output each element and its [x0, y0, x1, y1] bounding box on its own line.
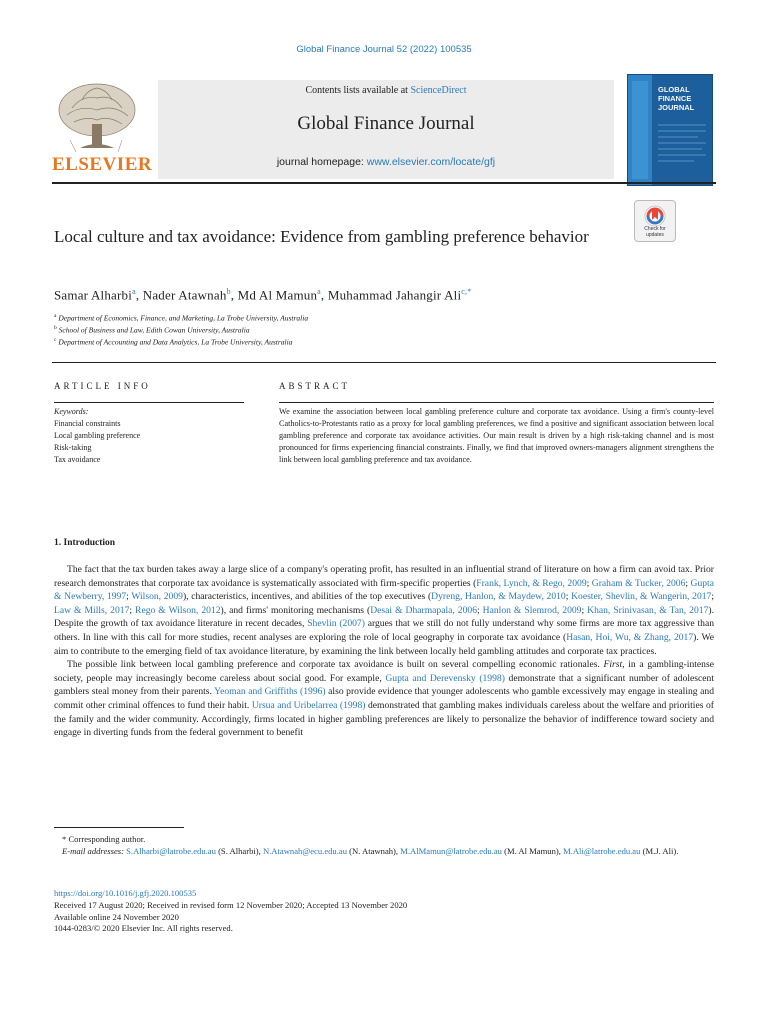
- check-for-updates-label: Check for updates: [644, 226, 666, 238]
- received-dates: Received 17 August 2020; Received in revised form 12 November 2020; Accepted 13 November 2020: [54, 899, 408, 910]
- cover-title: GLOBAL FINANCE JOURNAL: [658, 85, 695, 112]
- journal-homepage-line: journal homepage: www.elsevier.com/locate/gfj: [276, 156, 496, 168]
- keyword-item: Tax avoidance: [54, 455, 101, 464]
- citation-link[interactable]: Gupta and Derevensky (1998): [385, 672, 505, 684]
- author-name[interactable]: Md Al Mamun: [237, 287, 318, 303]
- journal-cover-image[interactable]: [627, 74, 713, 186]
- email-link[interactable]: N.Atawnah@ecu.edu.au: [262, 846, 347, 857]
- citation-link[interactable]: Rego & Wilson, 2012: [135, 604, 221, 616]
- citation-link[interactable]: Hasan, Hoi, Wu, & Zhang, 2017: [566, 631, 694, 643]
- email-link[interactable]: M.Ali@latrobe.edu.au: [563, 846, 641, 857]
- citation-link[interactable]: Koester, Shevlin, & Wangerin, 2017: [571, 591, 712, 603]
- journal-title: Global Finance Journal: [297, 113, 475, 134]
- footnotes: [54, 833, 714, 857]
- citation-link[interactable]: Graham & Tucker, 2006: [591, 577, 686, 589]
- author-list: Samar Alharbi$^a$, Nader Atawnah$^b$, Md Al Mamun$^a$, Muhammad Jahangir Ali$^{c,*}$: [54, 287, 472, 303]
- masthead-rule: [52, 182, 716, 184]
- citation-link[interactable]: Hanlon & Slemrod, 2009: [482, 604, 582, 616]
- intro-paragraph-2: The possible link between local gambling preference and corporate tax avoidance is built on several compelling economic rationales. First, in a gambling-intense society, people may increasingly become careless about social good. For example, Gupta and Derevensky (1998) demonstrate that a significant number of adolescent gamblers steal money from their parents. Yeoman and Griffiths (1996) also provide evidence that younger adolescents who gamble excessively may engage in stealing and commit other criminal offences to fund their habit. Ursua and Uribelarrea (1998) demonstrated that gambling makes individuals careless about the welfare and priorities of the family and the wider community. Accordingly, firms located in higher gambling preferences are likely to personalize the behavior of indifference toward society and engage in diverting funds from the federal government to benefit: [54, 659, 715, 739]
- author-name[interactable]: Nader Atawnah: [142, 287, 227, 303]
- citation-link[interactable]: Law & Mills, 2017: [54, 604, 130, 616]
- available-online-date: Available online 24 November 2020: [54, 911, 179, 922]
- affiliation-a: $^a$ Department of Economics, Finance, and Marketing, La Trobe University, Australia: [54, 313, 309, 323]
- affiliation-marker[interactable]: b: [226, 287, 231, 296]
- copyright-line: 1044-0283/© 2020 Elsevier Inc. All rights reserved.: [54, 923, 233, 934]
- affiliation-marker[interactable]: a: [317, 287, 321, 296]
- keyword-item: Local gambling preference: [54, 431, 141, 440]
- author-name[interactable]: Samar Alharbi: [54, 287, 133, 303]
- citation-link[interactable]: Shevlin (2007): [307, 618, 365, 630]
- footnote-rule: [54, 827, 184, 828]
- contents-line: Contents lists available at ScienceDirect: [305, 85, 467, 96]
- affiliation-rule: [52, 362, 716, 363]
- article-info-rule: [54, 402, 244, 403]
- keywords-block: [54, 406, 254, 466]
- citation-link[interactable]: Wilson, 2009: [131, 591, 183, 603]
- email-addresses: E-mail addresses: S.Alharbi@latrobe.edu.au (S. Alharbi), N.Atawnah@ecu.edu.au (N. Atawnah), M.AlMamun@latrobe.edu.au (M. Al Mamun), M.Ali@latrobe.edu.au (M.J. Ali).: [62, 846, 679, 857]
- intro-paragraph-1: The fact that the tax burden takes away a large slice of a company's operating profit, has resulted in an influential strand of literature on how a firm can avoid tax. Prior research demonstrates that corporate tax avoidance is systematically associated with firm-specific properties (Frank, Lynch, & Rego, 2009; Graham & Tucker, 2006; Gupta & Newberry, 1997; Wilson, 2009), characteristics, incentives, and abilities of the top executives (Dyreng, Hanlon, & Maydew, 2010; Koester, Shevlin, & Wangerin, 2017; Law & Mills, 2017; Rego & Wilson, 2012), and firms' monitoring mechanisms (Desai & Dharmapala, 2006; Hanlon & Slemrod, 2009; Khan, Srinivasan, & Tan, 2017). Despite the growth of tax avoidance literature in recent decades, Shevlin (2007) argues that we still do not fully understand why some firms are more tax aggressive than others. In line with this call for more studies, recent analyses are exploring the role of local geography in corporate tax avoidance (Hasan, Hoi, Wu, & Zhang, 2017). We aim to contribute to the emerging field of tax avoidance literature, by examining the link between locally held gambling attitudes and corporate tax practices.: [54, 564, 715, 657]
- keywords-title: Keywords:: [54, 407, 89, 416]
- introduction-body: [54, 563, 714, 740]
- publication-info: [54, 888, 714, 935]
- abstract-heading: ABSTRACT: [279, 381, 351, 391]
- doi-link[interactable]: https://doi.org/10.1016/j.gfj.2020.100535: [54, 888, 197, 898]
- elsevier-wordmark: ELSEVIER: [52, 154, 153, 175]
- sciencedirect-link[interactable]: ScienceDirect: [410, 85, 467, 96]
- affiliation-c: $^c$ Department of Accounting and Data Analytics, La Trobe University, Australia: [54, 337, 293, 347]
- citation-link[interactable]: Ursua and Uribelarrea (1998): [251, 699, 366, 711]
- affiliation-marker[interactable]: c,*: [461, 287, 472, 296]
- citation-link[interactable]: Dyreng, Hanlon, & Maydew, 2010: [431, 591, 566, 603]
- journal-homepage-link[interactable]: www.elsevier.com/locate/gfj: [366, 156, 496, 168]
- paper-title: Local culture and tax avoidance: Evidence from gambling preference behavior: [54, 227, 589, 246]
- citation-link[interactable]: Yeoman and Griffiths (1996): [214, 686, 326, 698]
- introduction-heading: 1. Introduction: [54, 538, 116, 548]
- check-for-updates-button[interactable]: [634, 200, 676, 242]
- abstract-text: We examine the association between local gambling preference culture and corporate tax avoidance. Using a firm's county-level Catholics-to-Protestants ratio as a proxy for local gambling preferences, we find a positive and significant association between local gambling preference and corporate tax avoidance activities. Our main result is driven by a high risk-taking channel and is most pronounced for firms experiencing financial constraints. Finally, we find that improved owners-managers alignment strengthens the link between local gambling preference and tax avoidance.: [279, 407, 714, 464]
- article-info-heading: ARTICLE INFO: [54, 381, 151, 391]
- citation-link[interactable]: Desai & Dharmapala, 2006: [370, 604, 477, 616]
- citation-link[interactable]: Frank, Lynch, & Rego, 2009: [476, 577, 587, 589]
- email-link[interactable]: M.AlMamun@latrobe.edu.au: [400, 846, 502, 857]
- keyword-item: Financial constraints: [54, 419, 121, 428]
- corresponding-author-note: * Corresponding author.: [62, 834, 146, 844]
- affiliation-marker[interactable]: a: [132, 287, 136, 296]
- citation-link[interactable]: Gupta & Newberry, 1997: [54, 577, 714, 603]
- abstract-rule: [279, 402, 714, 403]
- keyword-item: Risk-taking: [54, 443, 92, 452]
- journal-citation-link[interactable]: Global Finance Journal 52 (2022) 100535: [296, 44, 472, 55]
- email-link[interactable]: S.Alharbi@latrobe.edu.au: [126, 846, 216, 857]
- citation-link[interactable]: Khan, Srinivasan, & Tan, 2017: [587, 604, 709, 616]
- author-name[interactable]: Muhammad Jahangir Ali: [327, 287, 462, 303]
- journal-masthead: [158, 80, 614, 179]
- affiliation-b: $^b$ School of Business and Law, Edith Cowan University, Australia: [54, 325, 250, 335]
